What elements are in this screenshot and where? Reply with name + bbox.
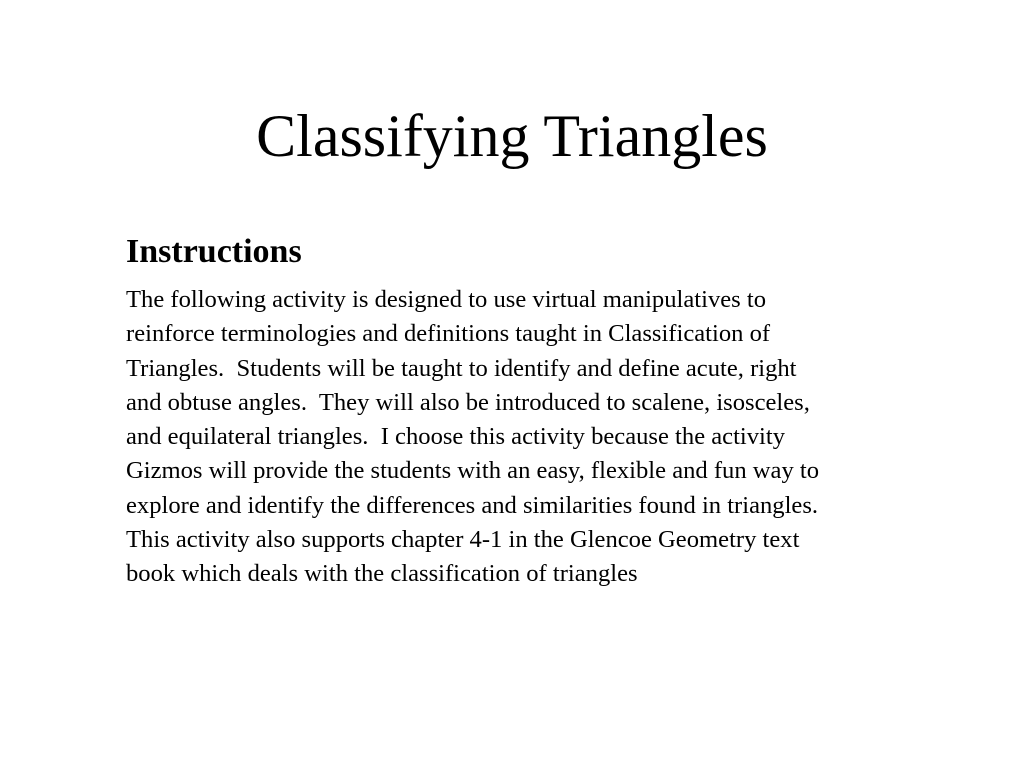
- paragraph-line: Triangles. Students will be taught to identify and define acute, right: [126, 354, 797, 382]
- slide-title: Classifying Triangles: [256, 103, 768, 169]
- paragraph-line: Gizmos will provide the students with an easy, flexible and fun way to: [126, 457, 820, 485]
- paragraph-line: The following activity is designed to use virtual manipulatives to: [126, 286, 767, 313]
- paragraph-line: reinforce terminologies and definitions taught in Classification of: [126, 320, 771, 348]
- paragraph-line: explore and identify the differences and similarities found in triangles.: [126, 491, 819, 519]
- paragraph-line: book which deals with the classification of triangles: [126, 560, 638, 588]
- instructions-heading: Instructions: [126, 233, 302, 270]
- instructions-paragraph: [126, 283, 936, 592]
- slide-content: [126, 232, 936, 592]
- paragraph-line: This activity also supports chapter 4-1 in the Glencoe Geometry text: [126, 526, 800, 554]
- paragraph-line: and equilateral triangles. I choose this activity because the activity: [126, 423, 786, 451]
- paragraph-line: and obtuse angles. They will also be introduced to scalene, isosceles,: [126, 388, 810, 416]
